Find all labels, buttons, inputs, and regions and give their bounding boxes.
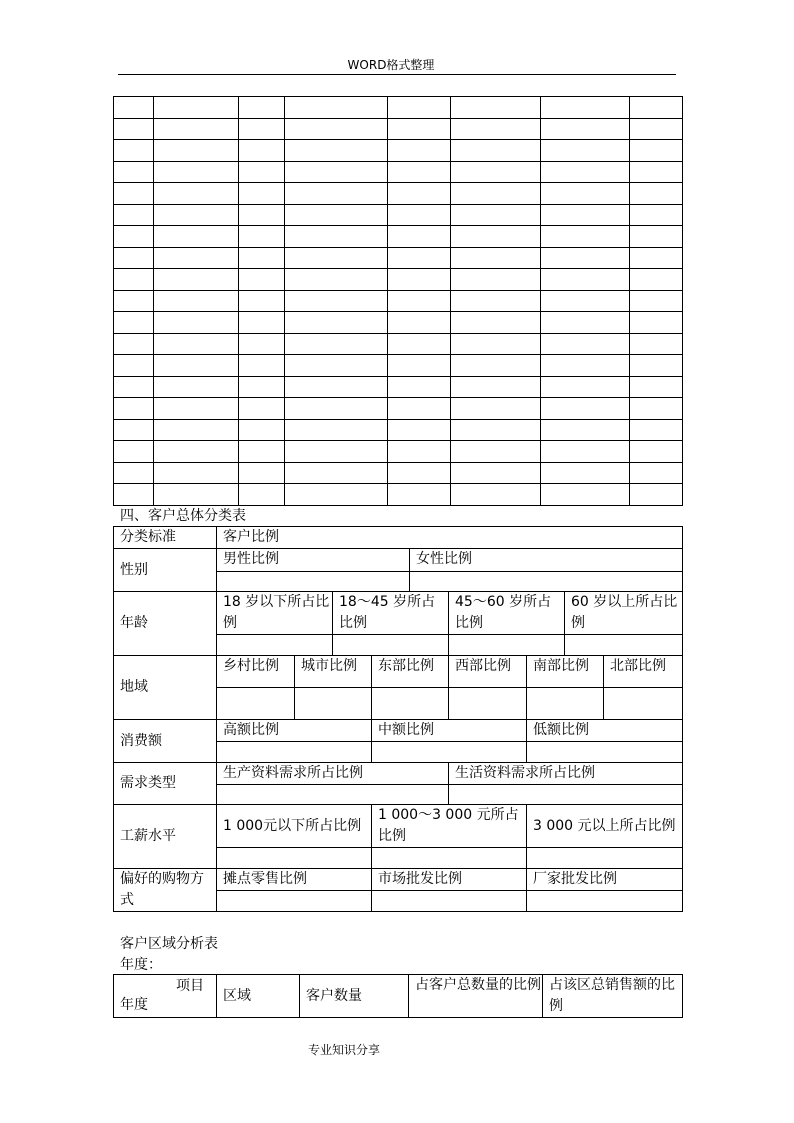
year-label: 年度：: [120, 957, 162, 973]
grid-cell: [285, 247, 388, 269]
grid-cell: [239, 376, 285, 398]
grid-cell: [388, 161, 451, 183]
shopping-label: 偏好的购物方式: [114, 869, 217, 912]
grid-cell: [388, 140, 451, 162]
region-r1: 乡村比例: [217, 656, 295, 688]
grid-cell: [451, 419, 541, 441]
grid-row: [114, 333, 683, 355]
head-col2: 客户比例: [217, 527, 683, 549]
grid-cell: [630, 441, 683, 463]
grid-cell: [451, 441, 541, 463]
shopping-p1: 摊点零售比例: [217, 869, 372, 891]
shopping-p2: 市场批发比例: [372, 869, 527, 891]
grid-cell: [239, 118, 285, 140]
grid-cell: [388, 419, 451, 441]
shopping-p1-value: [217, 891, 372, 912]
spend-s3: 低额比例: [527, 720, 683, 742]
grid-cell: [451, 118, 541, 140]
grid-cell: [114, 97, 154, 119]
grid-cell: [630, 484, 683, 506]
grid-cell: [285, 204, 388, 226]
region-r5-value: [527, 688, 604, 720]
grid-row: [114, 312, 683, 334]
grid-row: [114, 118, 683, 140]
grid-cell: [154, 441, 239, 463]
grid-row: [114, 247, 683, 269]
grid-row: [114, 484, 683, 506]
grid-cell: [388, 398, 451, 420]
grid-cell: [541, 398, 630, 420]
grid-cell: [388, 269, 451, 291]
grid-cell: [451, 462, 541, 484]
grid-row: [114, 97, 683, 119]
age-a2-value: [333, 635, 449, 656]
grid-row: [114, 183, 683, 205]
grid-cell: [451, 484, 541, 506]
grid-cell: [541, 183, 630, 205]
blank-grid-table: [113, 96, 683, 506]
shopping-p2-value: [372, 891, 527, 912]
grid-cell: [154, 247, 239, 269]
salary-w2-value: [372, 848, 527, 869]
grid-cell: [451, 226, 541, 248]
demand-d1-value: [217, 785, 449, 805]
customer-classification-table: [113, 526, 683, 912]
header-share-count: 占客户总数量的比例: [409, 975, 543, 1018]
grid-cell: [388, 290, 451, 312]
grid-row: [114, 355, 683, 377]
grid-cell: [285, 376, 388, 398]
spend-s2-value: [372, 742, 527, 763]
grid-cell: [154, 204, 239, 226]
grid-cell: [451, 140, 541, 162]
grid-cell: [114, 462, 154, 484]
gender-female: 女性比例: [410, 549, 683, 572]
region-r3-value: [372, 688, 449, 720]
shopping-p3-value: [527, 891, 683, 912]
gender-male-value: [217, 572, 410, 592]
grid-cell: [285, 97, 388, 119]
grid-cell: [114, 183, 154, 205]
grid-cell: [541, 97, 630, 119]
grid-cell: [630, 226, 683, 248]
grid-cell: [154, 312, 239, 334]
age-a3-value: [449, 635, 565, 656]
salary-label: 工薪水平: [114, 805, 217, 869]
grid-cell: [239, 97, 285, 119]
age-a3: 45～60 岁所占比例: [449, 592, 565, 635]
spend-s1-value: [217, 742, 372, 763]
region-analysis-table: [113, 974, 683, 1018]
age-a2: 18～45 岁所占比例: [333, 592, 449, 635]
grid-cell: [154, 226, 239, 248]
grid-cell: [154, 333, 239, 355]
grid-cell: [388, 183, 451, 205]
grid-cell: [285, 462, 388, 484]
grid-cell: [285, 118, 388, 140]
gender-label: 性别: [114, 549, 217, 592]
header-text: WORD格式整理: [347, 58, 435, 72]
grid-cell: [388, 118, 451, 140]
grid-cell: [285, 312, 388, 334]
grid-cell: [630, 376, 683, 398]
grid-cell: [388, 247, 451, 269]
grid-cell: [154, 398, 239, 420]
grid-cell: [630, 97, 683, 119]
spend-s2: 中额比例: [372, 720, 527, 742]
grid-cell: [388, 226, 451, 248]
grid-cell: [630, 419, 683, 441]
grid-cell: [285, 161, 388, 183]
grid-cell: [451, 247, 541, 269]
grid-cell: [541, 247, 630, 269]
grid-cell: [239, 183, 285, 205]
grid-cell: [239, 312, 285, 334]
grid-cell: [285, 484, 388, 506]
grid-cell: [114, 204, 154, 226]
grid-cell: [114, 161, 154, 183]
grid-cell: [114, 398, 154, 420]
region-r6: 北部比例: [604, 656, 683, 688]
grid-cell: [541, 355, 630, 377]
grid-cell: [154, 290, 239, 312]
region-label: 地域: [114, 656, 217, 720]
grid-cell: [630, 140, 683, 162]
grid-cell: [388, 484, 451, 506]
grid-cell: [239, 290, 285, 312]
grid-cell: [239, 441, 285, 463]
grid-row: [114, 161, 683, 183]
grid-cell: [541, 484, 630, 506]
grid-cell: [285, 140, 388, 162]
grid-cell: [630, 118, 683, 140]
salary-w1: 1 000元以下所占比例: [217, 805, 372, 848]
region-r5: 南部比例: [527, 656, 604, 688]
salary-w3-value: [527, 848, 683, 869]
grid-cell: [451, 333, 541, 355]
page-footer: [0, 1041, 794, 1058]
region-analysis-title: 客户区域分析表: [120, 936, 218, 952]
grid-cell: [239, 140, 285, 162]
page-header: [118, 58, 676, 75]
region-r3: 东部比例: [372, 656, 449, 688]
demand-d1: 生产资料需求所占比例: [217, 763, 449, 785]
footer-text: 专业知识分享: [307, 1043, 380, 1057]
grid-cell: [114, 376, 154, 398]
grid-cell: [630, 333, 683, 355]
grid-cell: [154, 97, 239, 119]
grid-cell: [388, 312, 451, 334]
grid-cell: [451, 398, 541, 420]
grid-cell: [388, 204, 451, 226]
grid-cell: [154, 355, 239, 377]
grid-row: [114, 419, 683, 441]
diagonal-header-cell: [114, 975, 217, 1018]
grid-cell: [114, 140, 154, 162]
grid-row: [114, 376, 683, 398]
grid-cell: [451, 355, 541, 377]
grid-row: [114, 290, 683, 312]
grid-cell: [541, 118, 630, 140]
salary-w1-value: [217, 848, 372, 869]
region-r2: 城市比例: [295, 656, 372, 688]
header-item: 项目: [176, 978, 204, 994]
grid-row: [114, 441, 683, 463]
region-r1-value: [217, 688, 295, 720]
grid-cell: [239, 161, 285, 183]
grid-cell: [630, 204, 683, 226]
salary-w3: 3 000 元以上所占比例: [527, 805, 683, 848]
grid-cell: [541, 441, 630, 463]
grid-cell: [114, 226, 154, 248]
grid-cell: [114, 290, 154, 312]
grid-cell: [388, 462, 451, 484]
grid-cell: [285, 290, 388, 312]
demand-label: 需求类型: [114, 763, 217, 805]
grid-cell: [451, 376, 541, 398]
grid-cell: [388, 333, 451, 355]
spend-label: 消费额: [114, 720, 217, 763]
grid-cell: [114, 333, 154, 355]
age-a1-value: [217, 635, 333, 656]
grid-cell: [154, 161, 239, 183]
grid-cell: [630, 269, 683, 291]
grid-cell: [541, 140, 630, 162]
grid-cell: [451, 269, 541, 291]
grid-cell: [541, 419, 630, 441]
grid-cell: [541, 226, 630, 248]
grid-cell: [114, 118, 154, 140]
grid-cell: [630, 398, 683, 420]
grid-cell: [239, 419, 285, 441]
grid-cell: [451, 183, 541, 205]
gender-male: 男性比例: [217, 549, 410, 572]
demand-d2-value: [449, 785, 683, 805]
grid-cell: [154, 183, 239, 205]
region-r6-value: [604, 688, 683, 720]
age-label: 年龄: [114, 592, 217, 656]
grid-cell: [630, 161, 683, 183]
grid-cell: [451, 290, 541, 312]
spend-s3-value: [527, 742, 683, 763]
grid-cell: [541, 462, 630, 484]
grid-cell: [285, 226, 388, 248]
grid-cell: [154, 118, 239, 140]
grid-cell: [285, 269, 388, 291]
grid-cell: [630, 462, 683, 484]
grid-cell: [285, 183, 388, 205]
grid-cell: [154, 419, 239, 441]
age-a1: 18 岁以下所占比例: [217, 592, 333, 635]
grid-cell: [451, 204, 541, 226]
grid-cell: [239, 269, 285, 291]
grid-cell: [541, 290, 630, 312]
grid-cell: [541, 269, 630, 291]
salary-w2: 1 000～3 000 元所占比例: [372, 805, 527, 848]
grid-row: [114, 204, 683, 226]
grid-cell: [239, 484, 285, 506]
grid-cell: [154, 269, 239, 291]
grid-cell: [451, 161, 541, 183]
grid-cell: [154, 462, 239, 484]
header-year: 年度: [120, 997, 148, 1013]
grid-cell: [114, 312, 154, 334]
grid-cell: [388, 376, 451, 398]
region-r4: 西部比例: [449, 656, 527, 688]
grid-cell: [541, 333, 630, 355]
section4-title: 四、客户总体分类表: [120, 508, 246, 524]
grid-cell: [541, 161, 630, 183]
grid-cell: [239, 398, 285, 420]
age-a4: 60 岁以上所占比例: [565, 592, 683, 635]
age-a4-value: [565, 635, 683, 656]
demand-d2: 生活资料需求所占比例: [449, 763, 683, 785]
region-r4-value: [449, 688, 527, 720]
shopping-p3: 厂家批发比例: [527, 869, 683, 891]
grid-cell: [541, 312, 630, 334]
header-region: 区域: [217, 975, 300, 1018]
grid-cell: [451, 97, 541, 119]
grid-cell: [630, 290, 683, 312]
grid-cell: [114, 419, 154, 441]
grid-cell: [154, 140, 239, 162]
grid-cell: [239, 204, 285, 226]
grid-cell: [154, 376, 239, 398]
grid-cell: [285, 333, 388, 355]
grid-cell: [239, 226, 285, 248]
grid-cell: [114, 247, 154, 269]
grid-row: [114, 269, 683, 291]
grid-cell: [239, 333, 285, 355]
grid-cell: [541, 376, 630, 398]
grid-cell: [239, 462, 285, 484]
grid-row: [114, 226, 683, 248]
grid-cell: [388, 97, 451, 119]
grid-cell: [285, 441, 388, 463]
gender-female-value: [410, 572, 683, 592]
grid-cell: [451, 312, 541, 334]
grid-cell: [114, 269, 154, 291]
grid-row: [114, 398, 683, 420]
grid-cell: [388, 355, 451, 377]
region-r2-value: [295, 688, 372, 720]
grid-cell: [388, 441, 451, 463]
grid-cell: [630, 247, 683, 269]
head-col1: 分类标准: [114, 527, 217, 549]
grid-cell: [541, 204, 630, 226]
spend-s1: 高额比例: [217, 720, 372, 742]
grid-cell: [285, 398, 388, 420]
grid-cell: [285, 419, 388, 441]
grid-cell: [630, 355, 683, 377]
grid-cell: [285, 355, 388, 377]
grid-cell: [114, 484, 154, 506]
grid-cell: [630, 183, 683, 205]
grid-cell: [114, 441, 154, 463]
grid-cell: [114, 355, 154, 377]
grid-row: [114, 140, 683, 162]
grid-cell: [239, 247, 285, 269]
grid-cell: [239, 355, 285, 377]
grid-row: [114, 462, 683, 484]
header-share-sales: 占该区总销售额的比例: [543, 975, 683, 1018]
header-customer-count: 客户数量: [300, 975, 409, 1018]
grid-cell: [630, 312, 683, 334]
grid-cell: [154, 484, 239, 506]
